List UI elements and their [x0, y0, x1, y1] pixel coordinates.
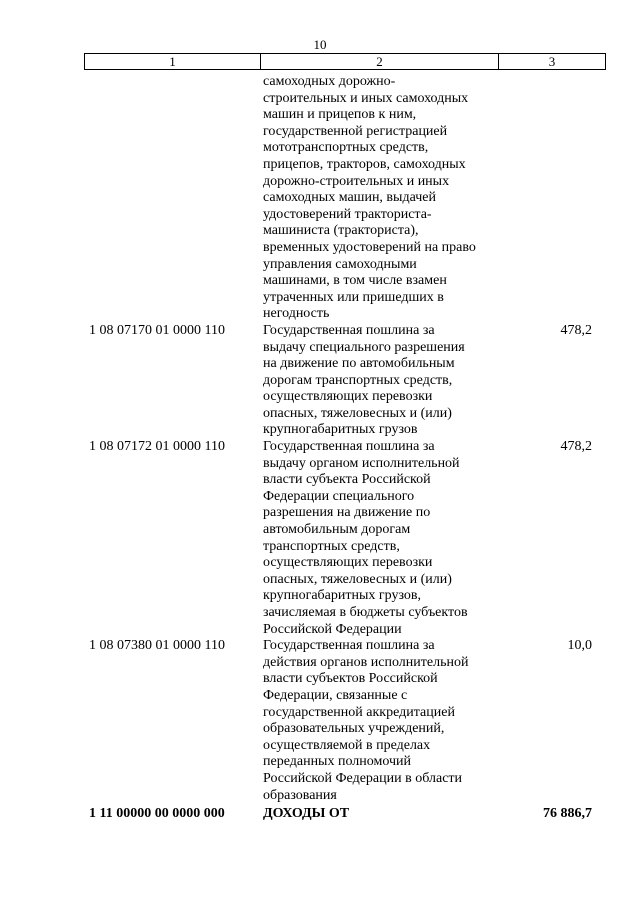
desc-line: переданных полномочий — [263, 754, 412, 770]
desc-line: строительных и иных самоходных — [263, 90, 469, 106]
desc-line: государственной регистрацией — [263, 123, 448, 139]
desc-line: управления самоходными — [263, 256, 417, 272]
desc-line: автомобильным дорогам — [263, 522, 411, 538]
desc-line: действия органов исполнительной — [263, 654, 469, 670]
desc-line: самоходных дорожно- — [263, 74, 396, 89]
row-description — [263, 638, 503, 804]
desc-line: Государственная пошлина за — [263, 322, 435, 338]
table-header — [84, 53, 606, 70]
total-code: 1 11 00000 00 0000 000 — [89, 806, 225, 822]
desc-line: власти субъекта Российской — [263, 472, 431, 488]
header-col-3: 3 — [548, 54, 556, 69]
desc-line: негодность — [263, 306, 330, 322]
desc-line: осуществляющих перевозки — [263, 555, 433, 571]
desc-line: образования — [263, 787, 337, 803]
desc-line: опасных, тяжеловесных и (или) — [263, 405, 452, 421]
desc-line: выдачу специального разрешения — [263, 339, 465, 355]
desc-line: машиниста (тракториста), — [263, 223, 419, 239]
desc-line: Российской Федерации в области — [263, 770, 463, 786]
desc-line: крупногабаритных грузов — [263, 422, 418, 438]
desc-line: выдачу органом исполнительной — [263, 455, 460, 471]
table-row — [0, 439, 640, 638]
row-code: 1 08 07380 01 0000 110 — [89, 638, 225, 654]
desc-line: Федерации, связанные с — [263, 687, 408, 703]
desc-line: образовательных учреждений, — [263, 721, 445, 737]
header-col-1: 1 — [85, 54, 261, 69]
desc-line: мототранспортных средств, — [263, 140, 429, 156]
row-amount: 10,0 — [567, 638, 592, 654]
desc-line: Российской Федерации — [263, 621, 402, 637]
desc-line: транспортных средств, — [263, 538, 400, 554]
desc-line: временных удостоверений на право — [263, 239, 476, 255]
desc-line: самоходных машин, выдачей — [263, 190, 436, 206]
continuation-description — [263, 74, 503, 323]
desc-line: утраченных или пришедших в — [263, 289, 444, 305]
desc-line: прицепов, тракторов, самоходных — [263, 156, 466, 172]
desc-line: Федерации специального — [263, 488, 415, 504]
total-label: ДОХОДЫ ОТ — [263, 806, 350, 822]
desc-line: машин и прицепов к ним, — [263, 107, 417, 123]
desc-line: на движение по автомобильным — [263, 356, 455, 372]
table-row — [0, 638, 640, 804]
total-description — [263, 806, 503, 823]
desc-line: государственной аккредитацией — [263, 704, 455, 720]
page-number: 10 — [313, 37, 327, 52]
row-amount: 478,2 — [560, 322, 592, 338]
desc-line: опасных, тяжеловесных и (или) — [263, 571, 452, 587]
row-code: 1 08 07172 01 0000 110 — [89, 439, 225, 455]
total-amount: 76 886,7 — [543, 806, 592, 822]
desc-line: зачисляемая в бюджеты субъектов — [263, 605, 468, 620]
row-description — [263, 439, 503, 638]
desc-line: машинами, в том числе взамен — [263, 273, 447, 289]
table-row — [0, 323, 640, 439]
row-description — [263, 323, 503, 439]
desc-line: дорогам транспортных средств, — [263, 372, 453, 388]
table-body — [0, 74, 640, 823]
desc-line: разрешения на движение по — [263, 505, 431, 521]
desc-line: дорожно-строительных и иных — [263, 173, 450, 189]
desc-line: осуществляемой в пределах — [263, 737, 431, 753]
total-row — [0, 806, 640, 823]
desc-line: Государственная пошлина за — [263, 439, 435, 455]
desc-line: удостоверений тракториста- — [263, 206, 432, 222]
desc-line: крупногабаритных грузов, — [263, 588, 422, 604]
header-col-2: 2 — [261, 54, 499, 69]
row-amount: 478,2 — [560, 439, 592, 455]
desc-line: власти субъектов Российской — [263, 671, 438, 687]
desc-line: осуществляющих перевозки — [263, 389, 433, 405]
row-code: 1 08 07170 01 0000 110 — [89, 322, 225, 338]
continuation-row — [0, 74, 640, 323]
desc-line: Государственная пошлина за — [263, 638, 435, 654]
